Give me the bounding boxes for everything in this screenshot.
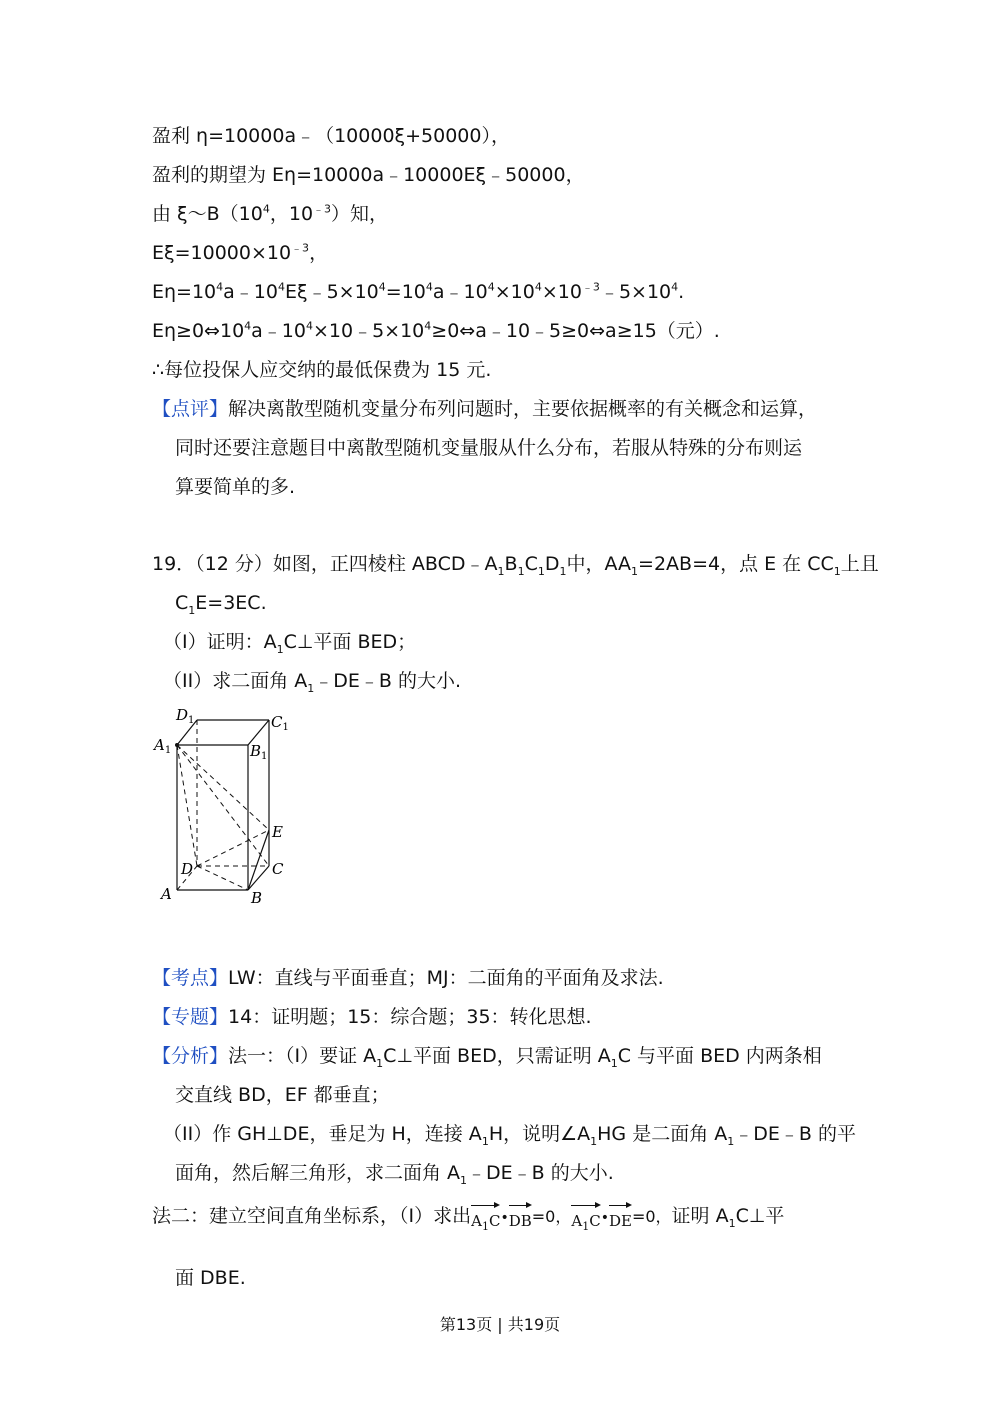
zhuanti-tag: 【专题】 [152,1006,229,1028]
fenxi-line-1: 【分析】法一：（I）要证 $A_1C\perp$平面 BED，只需证明 $A_1C$ 与平面 BED 内两条相 [152,1045,822,1070]
vector-DE: DE [609,1203,632,1233]
problem-statement-line-1: 19．（12 分）如图，正四棱柱 $ABCD﹣A_1B_1C_1D_1$中，$AA_1=2AB=4$，点 E 在 $CC_1$上且 [152,553,879,578]
solution-line-inequality: $E\eta\ge 0\Leftrightarrow 10^4a﹣10^4\times 10﹣5\times 10^4\ge 0\Leftrightarrow a﹣10﹣5\ge 0\Leftrightarrow a\ge 15$（元）. [152,319,720,342]
prism-figure [150,700,300,910]
solution-line-exi: $E\xi=10000\times 10^{﹣3}$， [152,241,329,264]
label-C1: $C_1$ [271,713,289,733]
fenxi-line-4: 面角，然后解三角形，求二面角 $A_1﹣DE﹣B$ 的大小. [175,1162,614,1187]
label-C: C [272,860,284,878]
fenxi-line-3: （II）作 GH⊥DE，垂足为 H，连接 $A_1H$，说明$\angle A_1HG$ 是二面角 $A_1﹣DE﹣B$ 的平 [163,1123,856,1148]
label-A1: $A_1$ [154,736,172,756]
fenxi-line-6: 面 DBE. [175,1267,246,1289]
label-B1: $B_1$ [250,742,268,762]
vector-DB: DB [509,1203,532,1233]
kaodian-tag: 【考点】 [152,967,229,989]
comment-line-1: 【点评】解决离散型随机变量分布列问题时，主要依据概率的有关概念和运算， [152,398,818,420]
fenxi-line-5: 法二：建立空间直角坐标系，（I）求出$A_1C•DB=0$，$A_1C•DE=0$，证明 $A_1C\perp$平 [152,1205,785,1233]
label-D1: $D_1$ [176,706,195,726]
zhuanti-line: 【专题】14：证明题；15：综合题；35：转化思想. [152,1006,592,1028]
label-A: A [161,885,172,903]
solution-line-profit: 盈利 η=10000a﹣（10000ξ+50000）， [152,125,510,147]
label-B: B [251,889,263,907]
comment-tag: 【点评】 [152,398,229,420]
solution-line-distribution: 由 $\xi\sim B(10^4$，$10^{﹣3}$）知， [152,202,389,225]
comment-line-3: 算要简单的多. [175,476,296,498]
fenxi-line-2: 交直线 BD，EF 都垂直； [175,1084,390,1106]
problem-part-2: （II）求二面角 $A_1﹣DE﹣B$ 的大小. [163,670,461,695]
label-D: D [181,860,194,878]
label-E: E [272,823,283,841]
solution-line-eeta: $E\eta=10^4a﹣10^4E\xi﹣5\times 10^4=10^4a﹣10^4\times 10^4\times 10^{﹣3}﹣5\times 10^4$. [152,280,685,303]
fenxi-tag: 【分析】 [152,1045,229,1067]
vector-A1C-2: $A_1C$ [571,1203,600,1233]
problem-statement-line-2: $C_1E=3EC$. [175,592,267,617]
solution-line-expectation: 盈利的期望为 Eη=10000a﹣10000Eξ﹣50000， [152,164,585,186]
solution-conclusion: ∴每位投保人应交纳的最低保费为 15 元. [152,359,492,381]
kaodian-line: 【考点】LW：直线与平面垂直；MJ：二面角的平面角及求法. [152,967,664,989]
comment-line-2: 同时还要注意题目中离散型随机变量服从什么分布，若服从特殊的分布则运 [175,437,803,459]
problem-part-1: （I）证明：$A_1C\perp$平面 BED； [163,631,417,656]
page-footer: 第13页 | 共19页 [439,1315,561,1334]
vector-A1C: $A_1C$ [471,1203,500,1233]
